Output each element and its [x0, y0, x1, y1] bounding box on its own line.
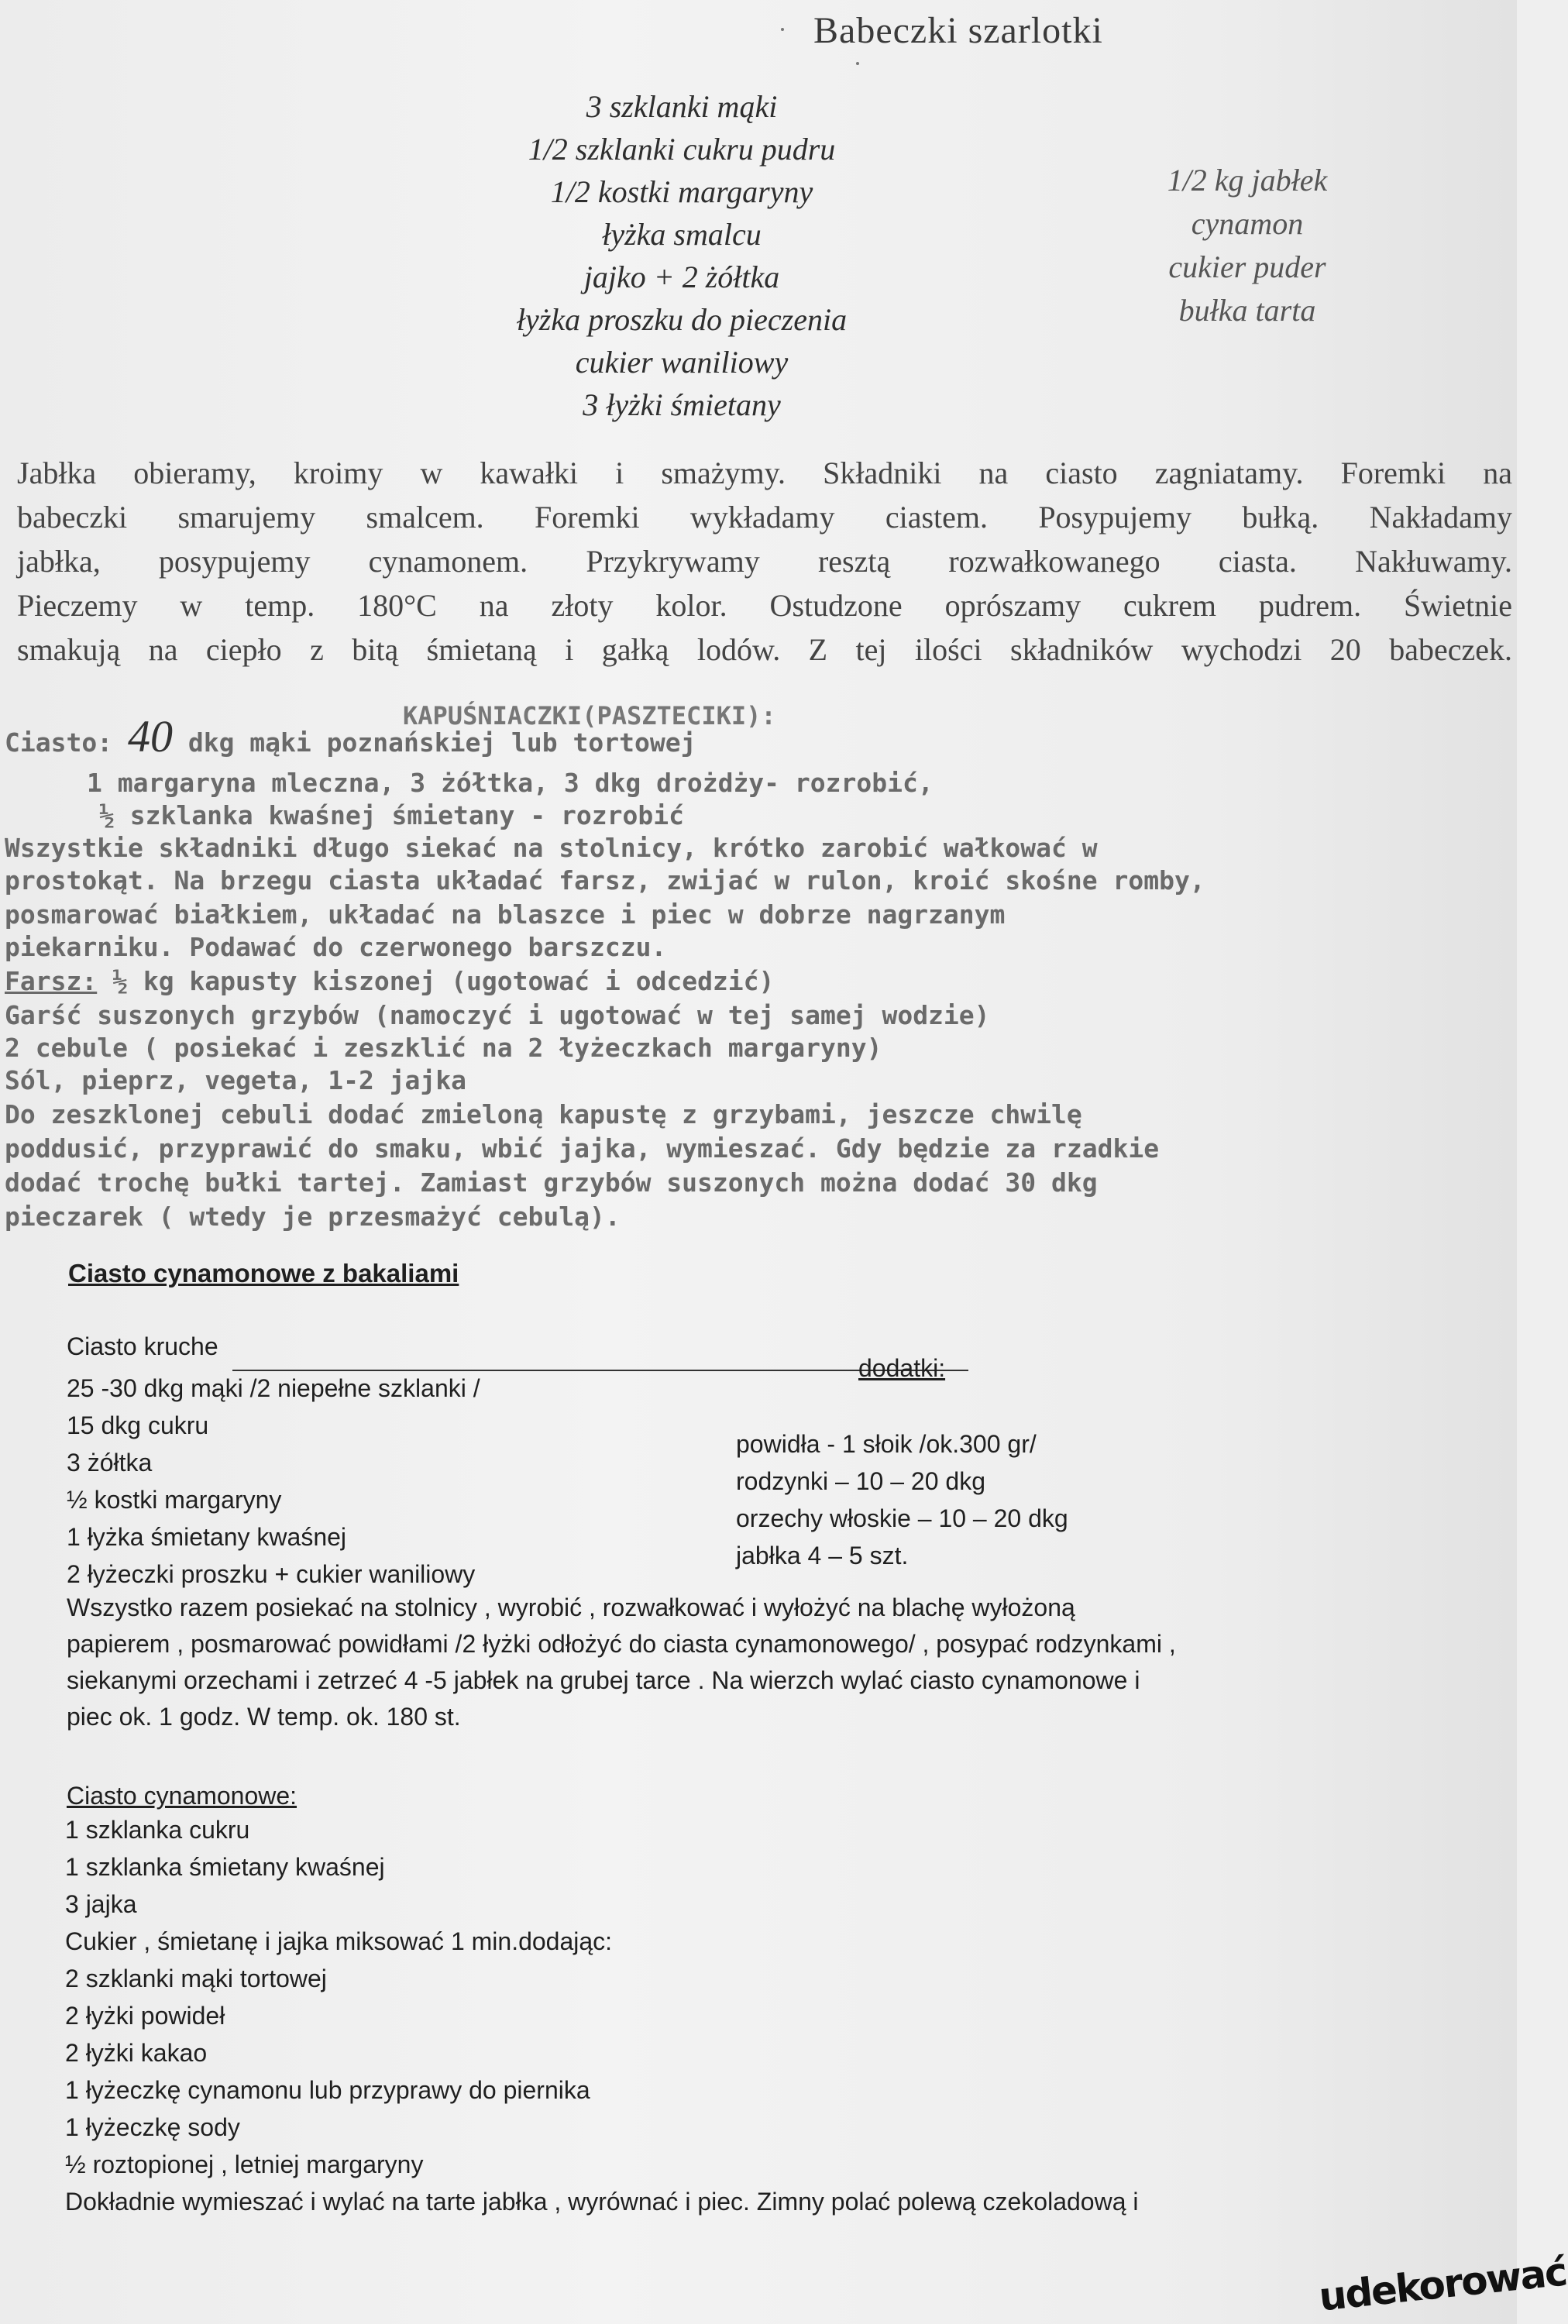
recipe1-title: Babeczki szarlotki — [813, 10, 1103, 51]
recipe3-title: Ciasto cynamonowe z bakaliami — [68, 1259, 459, 1287]
ingredient: 15 dkg cukru — [67, 1411, 209, 1439]
ingredient: cukier waniliowy — [575, 345, 789, 380]
speck — [856, 62, 859, 65]
line: 2 łyżki powideł — [65, 2002, 225, 2030]
ciasto-label: Ciasto: — [5, 727, 113, 758]
ingredient: 25 -30 dkg mąki /2 niepełne szklanki / — [67, 1374, 480, 1402]
instruction-line: babeczki smarujemy smalcem. Foremki wykładamy ciastem. Posypujemy bułką. Nakładamy — [17, 500, 1512, 535]
ingredient: orzechy włoskie – 10 – 20 dkg — [736, 1504, 1068, 1532]
ingredient: 3 żółtka — [67, 1449, 153, 1477]
line: 1 szklanka śmietany kwaśnej — [65, 1853, 385, 1881]
line: Dokładnie wymieszać i wylać na tarte jabłka , wyrównać i piec. Zimny polać polewą czekoladową i — [65, 2188, 1139, 2216]
ingredient: łyżka proszku do pieczenia — [516, 302, 848, 337]
line: 2 szklanki mąki tortowej — [65, 1965, 327, 1992]
ingredient: 1/2 kostki margaryny — [550, 174, 813, 209]
instruction-line: Wszystko razem posiekać na stolnicy , wyrobić , rozwałkować i wyłożyć na blachę wyłożoną — [67, 1593, 1075, 1621]
instruction-line: jabłka, posypujemy cynamonem. Przykrywamy resztą rozwałkowanego ciasta. Nakłuwamy. — [17, 544, 1512, 579]
instruction-line: piec ok. 1 godz. W temp. ok. 180 st. — [67, 1703, 461, 1731]
instruction-line: papierem , posmarować powidłami /2 łyżki odłożyć do ciasta cynamonowego/ , posypać rodzynkami , — [67, 1630, 1176, 1658]
ingredient: 3 szklanki mąki — [586, 89, 778, 124]
recipe2-line: Garść suszonych grzybów (namoczyć i ugotować w tej samej wodzie) — [5, 1000, 990, 1030]
recipe3-instructions — [67, 1590, 1176, 1735]
ingredient: ½ kostki margaryny — [67, 1486, 282, 1514]
recipe2-line: pieczarek ( wtedy je przesmażyć cebulą). — [5, 1202, 621, 1232]
recipe2-line: posmarować białkiem, układać na blaszce i piec w dobrze nagrzanym — [5, 899, 1006, 930]
line: 2 łyżki kakao — [65, 2039, 208, 2067]
line: ½ roztopionej , letniej margaryny — [65, 2150, 424, 2178]
ingredient: rodzynki – 10 – 20 dkg — [736, 1467, 985, 1495]
handwritten-word: udekorować — [1316, 2249, 1568, 2320]
dodatki-label: dodatki: — [858, 1354, 946, 1382]
handwritten-amount: 40 — [127, 711, 173, 761]
line: 1 szklanka cukru — [65, 1816, 250, 1844]
recipe2-line: dodać trochę bułki tartej. Zamiast grzybów suszonych można dodać 30 dkg — [5, 1167, 1098, 1198]
kruche-ingredients — [67, 1370, 480, 1593]
ingredient: jajko + 2 żółtka — [583, 260, 780, 294]
farsz-line — [5, 965, 774, 998]
ingredient: łyżka smalcu — [602, 217, 762, 252]
line: Cukier , śmietanę i jajka miksować 1 min.dodając: — [65, 1927, 613, 1955]
ingredient: cukier puder — [1168, 249, 1326, 284]
recipe2-line: piekarniku. Podawać do czerwonego barszczu. — [5, 932, 667, 962]
recipe2-line: 1 margaryna mleczna, 3 żółtka, 3 dkg drożdży- rozrobić, — [87, 768, 934, 798]
recipe2-line: dkg mąki poznańskiej lub tortowej — [187, 727, 696, 758]
line: 3 jajka — [65, 1890, 137, 1918]
recipe2-line: ½ kg kapusty kiszonej (ugotować i odcedzić) — [112, 966, 775, 996]
ingredient: powidła - 1 słoik /ok.300 gr/ — [736, 1430, 1037, 1458]
ingredient: cynamon — [1191, 206, 1304, 241]
instruction-line: Pieczemy w temp. 180°C na złoty kolor. Ostudzone oprószamy cukrem pudrem. Świetnie — [17, 588, 1512, 623]
ingredient: 1/2 szklanki cukru pudru — [528, 132, 836, 167]
ingredient: jabłka 4 – 5 szt. — [736, 1542, 909, 1569]
line: 1 łyżeczkę sody — [65, 2113, 240, 2141]
line: 1 łyżeczkę cynamonu lub przyprawy do piernika — [65, 2076, 590, 2104]
instruction-line: siekanymi orzechami i zetrzeć 4 -5 jabłek na grubej tarce . Na wierzch wylać ciasto cynamonowe i — [67, 1666, 1140, 1694]
recipe2-line: Sól, pieprz, vegeta, 1-2 jajka — [5, 1065, 467, 1095]
speck — [781, 28, 784, 31]
instruction-line: smakują na ciepło z bitą śmietaną i gałką lodów. Z tej ilości składników wychodzi 20 babeczek. — [17, 632, 1512, 667]
ingredient: 1/2 kg jabłek — [1167, 163, 1328, 198]
ingredient: 3 łyżki śmietany — [583, 387, 781, 422]
recipe1-instructions — [17, 451, 1512, 672]
recipe2-title: KAPUŚNIACZKI(PASZTECIKI): — [403, 701, 776, 731]
recipe2-line: poddusić, przyprawić do smaku, wbić jajka, wymieszać. Gdy będzie za rzadkie — [5, 1133, 1160, 1164]
ingredient: bułka tarta — [1178, 293, 1316, 328]
kruche-label: Ciasto kruche — [67, 1332, 218, 1360]
recipe1-ingredients — [403, 85, 961, 426]
instruction-line: Jabłka obieramy, kroimy w kawałki i smażymy. Składniki na ciasto zagniatamy. Foremki na — [17, 456, 1512, 490]
farsz-label: Farsz: — [5, 966, 98, 996]
dodatki-list — [736, 1425, 1068, 1574]
ingredient: 1 łyżka śmietany kwaśnej — [67, 1523, 347, 1551]
cynamonowe-lines — [65, 1811, 1138, 2220]
recipe2-line: prostokąt. Na brzegu ciasta układać farsz, zwijać w rulon, kroić skośne romby, — [5, 865, 1205, 896]
recipe2-line: 2 cebule ( posiekać i zeszklić na 2 łyżeczkach margaryny) — [5, 1033, 882, 1063]
ingredient: 2 łyżeczki proszku + cukier waniliowy — [67, 1560, 476, 1588]
recipe1-filling-ingredients — [1116, 159, 1379, 332]
recipe2-line: ½ szklanka kwaśnej śmietany - rozrobić — [99, 800, 684, 830]
recipe2-line: Wszystkie składniki długo siekać na stolnicy, krótko zarobić wałkować w — [5, 833, 1098, 863]
recipe2-line: Do zeszklonej cebuli dodać zmieloną kapustę z grzybami, jeszcze chwilę — [5, 1099, 1082, 1129]
cynamonowe-title: Ciasto cynamonowe: — [67, 1782, 297, 1810]
